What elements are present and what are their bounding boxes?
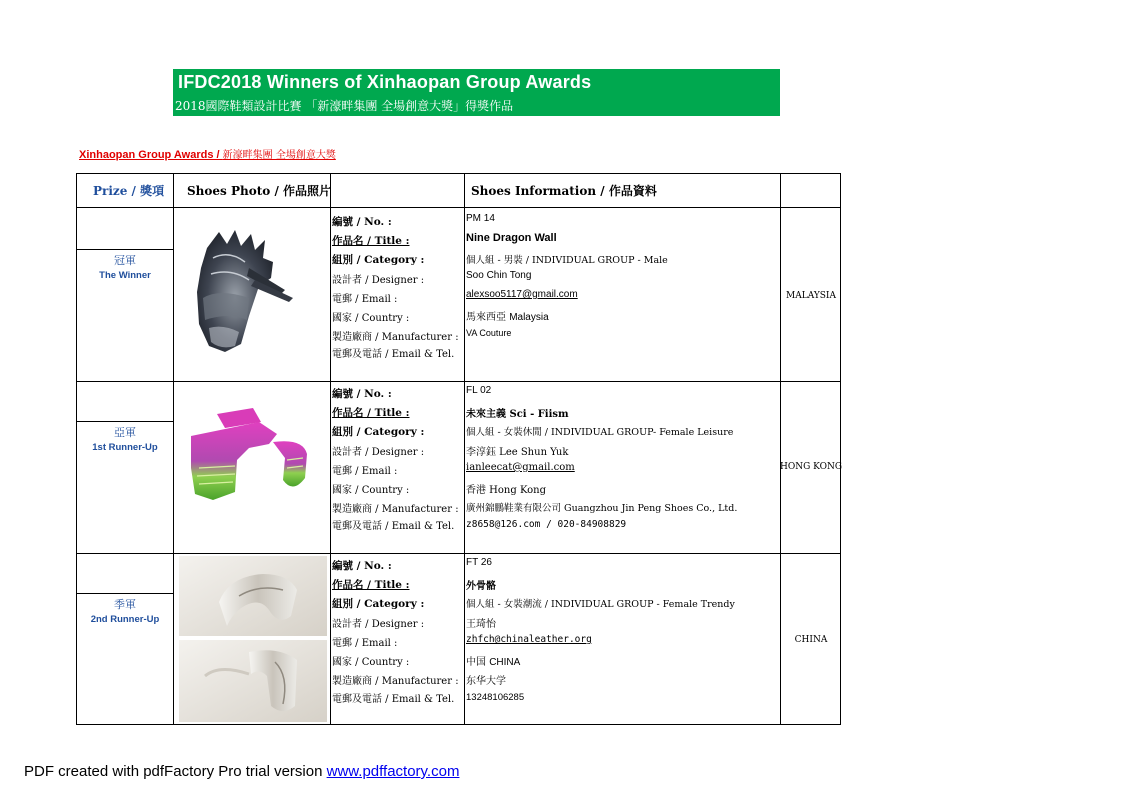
value-contact-text: z8658@126.com / 020-84908829 bbox=[466, 519, 627, 530]
footer-text: PDF created with pdfFactory Pro trial version bbox=[24, 763, 327, 780]
value-email[interactable]: zhfch@chinaleather.org bbox=[466, 634, 592, 645]
value-no: FL 02 bbox=[466, 385, 492, 396]
value-country-en: Malaysia bbox=[509, 312, 549, 323]
prize-divider bbox=[77, 249, 174, 250]
value-manufacturer: VA Couture bbox=[466, 328, 512, 338]
label-country: 國家 / Country : bbox=[332, 485, 410, 496]
country-column: MALAYSIA bbox=[786, 291, 836, 301]
value-designer: Soo Chin Tong bbox=[466, 270, 532, 281]
pdffactory-link[interactable]: www.pdffactory.com bbox=[326, 763, 460, 780]
winners-table bbox=[76, 173, 841, 725]
label-manufacturer: 製造廠商 / Manufacturer : bbox=[332, 332, 459, 343]
label-manufacturer: 製造廠商 / Manufacturer : bbox=[332, 504, 459, 515]
value-country-zh: 香港 Hong Kong bbox=[466, 485, 547, 496]
row-divider bbox=[77, 381, 840, 382]
banner-title: IFDC2018 Winners of Xinhaopan Group Awards bbox=[178, 72, 592, 92]
value-country bbox=[466, 481, 546, 496]
prize-divider bbox=[77, 593, 174, 594]
label-email: 電郵 / Email : bbox=[332, 466, 398, 477]
country-column: HONG KONG bbox=[780, 462, 843, 472]
title-banner bbox=[173, 69, 780, 116]
value-manufacturer: 东华大学 bbox=[466, 676, 506, 687]
label-country: 國家 / Country : bbox=[332, 313, 410, 324]
value-no: PM 14 bbox=[466, 213, 495, 224]
value-contact bbox=[466, 519, 626, 530]
label-title: 作品名 / Title : bbox=[332, 235, 410, 247]
header-prize: Prize / 獎項 bbox=[93, 184, 165, 198]
value-designer: 李淳鈺 Lee Shun Yuk bbox=[466, 447, 569, 458]
prize-label-en: The Winner bbox=[99, 270, 151, 281]
banner-subtitle: 2018國際鞋類設計比賽 「新濠畔集團 全場創意大獎」得獎作品 bbox=[175, 99, 514, 113]
label-country: 國家 / Country : bbox=[332, 657, 410, 668]
col-divider bbox=[173, 174, 174, 724]
label-email: 電郵 / Email : bbox=[332, 638, 398, 649]
value-title: Nine Dragon Wall bbox=[466, 232, 557, 244]
shoe-photo-exoskeleton bbox=[179, 556, 327, 722]
value-country bbox=[466, 308, 549, 323]
value-manufacturer: 廣州錦鵬鞋業有限公司 Guangzhou Jin Peng Shoes Co., Ltd. bbox=[466, 503, 738, 514]
country-column: CHINA bbox=[794, 635, 828, 645]
pdf-footer bbox=[24, 763, 459, 780]
value-category: 個人組 - 女裝休閒 / INDIVIDUAL GROUP- Female Leisure bbox=[466, 427, 734, 438]
prize-label-zh: 亞軍 bbox=[114, 426, 136, 439]
prize-label-en: 2nd Runner-Up bbox=[90, 614, 160, 625]
value-country-zh: 馬來西亞 bbox=[466, 312, 510, 323]
label-email: 電郵 / Email : bbox=[332, 294, 398, 305]
label-contact: 電郵及電話 / Email & Tel. bbox=[332, 349, 455, 360]
label-category: 組別 / Category : bbox=[332, 598, 425, 610]
col-divider bbox=[330, 174, 331, 724]
header-info: Shoes Information / 作品資料 bbox=[471, 184, 657, 198]
value-category: 個人組 - 女裝潮流 / INDIVIDUAL GROUP - Female Trendy bbox=[466, 599, 735, 610]
label-title: 作品名 / Title : bbox=[332, 579, 410, 591]
label-designer: 設計者 / Designer : bbox=[332, 447, 425, 458]
prize-label-zh: 季軍 bbox=[114, 598, 136, 611]
prize-label-en: 1st Runner-Up bbox=[92, 442, 158, 453]
label-manufacturer: 製造廠商 / Manufacturer : bbox=[332, 676, 459, 687]
value-no: FT 26 bbox=[466, 557, 492, 568]
section-heading bbox=[79, 146, 336, 161]
label-contact: 電郵及電話 / Email & Tel. bbox=[332, 694, 455, 705]
row-divider bbox=[77, 207, 840, 208]
label-no: 編號 / No. : bbox=[332, 560, 392, 572]
section-heading-en: Xinhaopan Group Awards / bbox=[79, 149, 223, 161]
value-category: 個人組 - 男裝 / INDIVIDUAL GROUP - Male bbox=[466, 255, 668, 266]
label-designer: 設計者 / Designer : bbox=[332, 619, 425, 630]
section-heading-zh: 新濠畔集團 全場創意大獎 bbox=[222, 150, 336, 161]
value-title: 外骨骼 bbox=[466, 581, 496, 592]
label-no: 編號 / No. : bbox=[332, 388, 392, 400]
value-contact: 13248106285 bbox=[466, 692, 525, 703]
label-category: 組別 / Category : bbox=[332, 254, 425, 266]
value-title: 未來主義 Sci - Fiism bbox=[466, 409, 569, 420]
shoe-photo-nine-dragon-wall bbox=[189, 228, 307, 356]
value-country-zh: 中国 bbox=[466, 657, 490, 668]
header-photo: Shoes Photo / 作品照片 bbox=[187, 184, 332, 198]
prize-label-zh: 冠軍 bbox=[114, 254, 136, 267]
label-category: 組別 / Category : bbox=[332, 426, 425, 438]
value-email[interactable]: ianleecat@gmail.com bbox=[466, 462, 575, 473]
value-designer: 王琦怡 bbox=[466, 619, 496, 630]
label-contact: 電郵及電話 / Email & Tel. bbox=[332, 521, 455, 532]
value-country bbox=[466, 653, 520, 668]
value-email[interactable]: alexsoo5117@gmail.com bbox=[466, 289, 578, 300]
col-divider bbox=[464, 174, 465, 724]
label-title: 作品名 / Title : bbox=[332, 407, 410, 419]
prize-divider bbox=[77, 421, 174, 422]
row-divider bbox=[77, 553, 840, 554]
label-designer: 設計者 / Designer : bbox=[332, 275, 425, 286]
label-no: 編號 / No. : bbox=[332, 216, 392, 228]
shoe-photo-sci-fiism bbox=[177, 408, 327, 508]
value-country-en: CHINA bbox=[489, 657, 521, 668]
